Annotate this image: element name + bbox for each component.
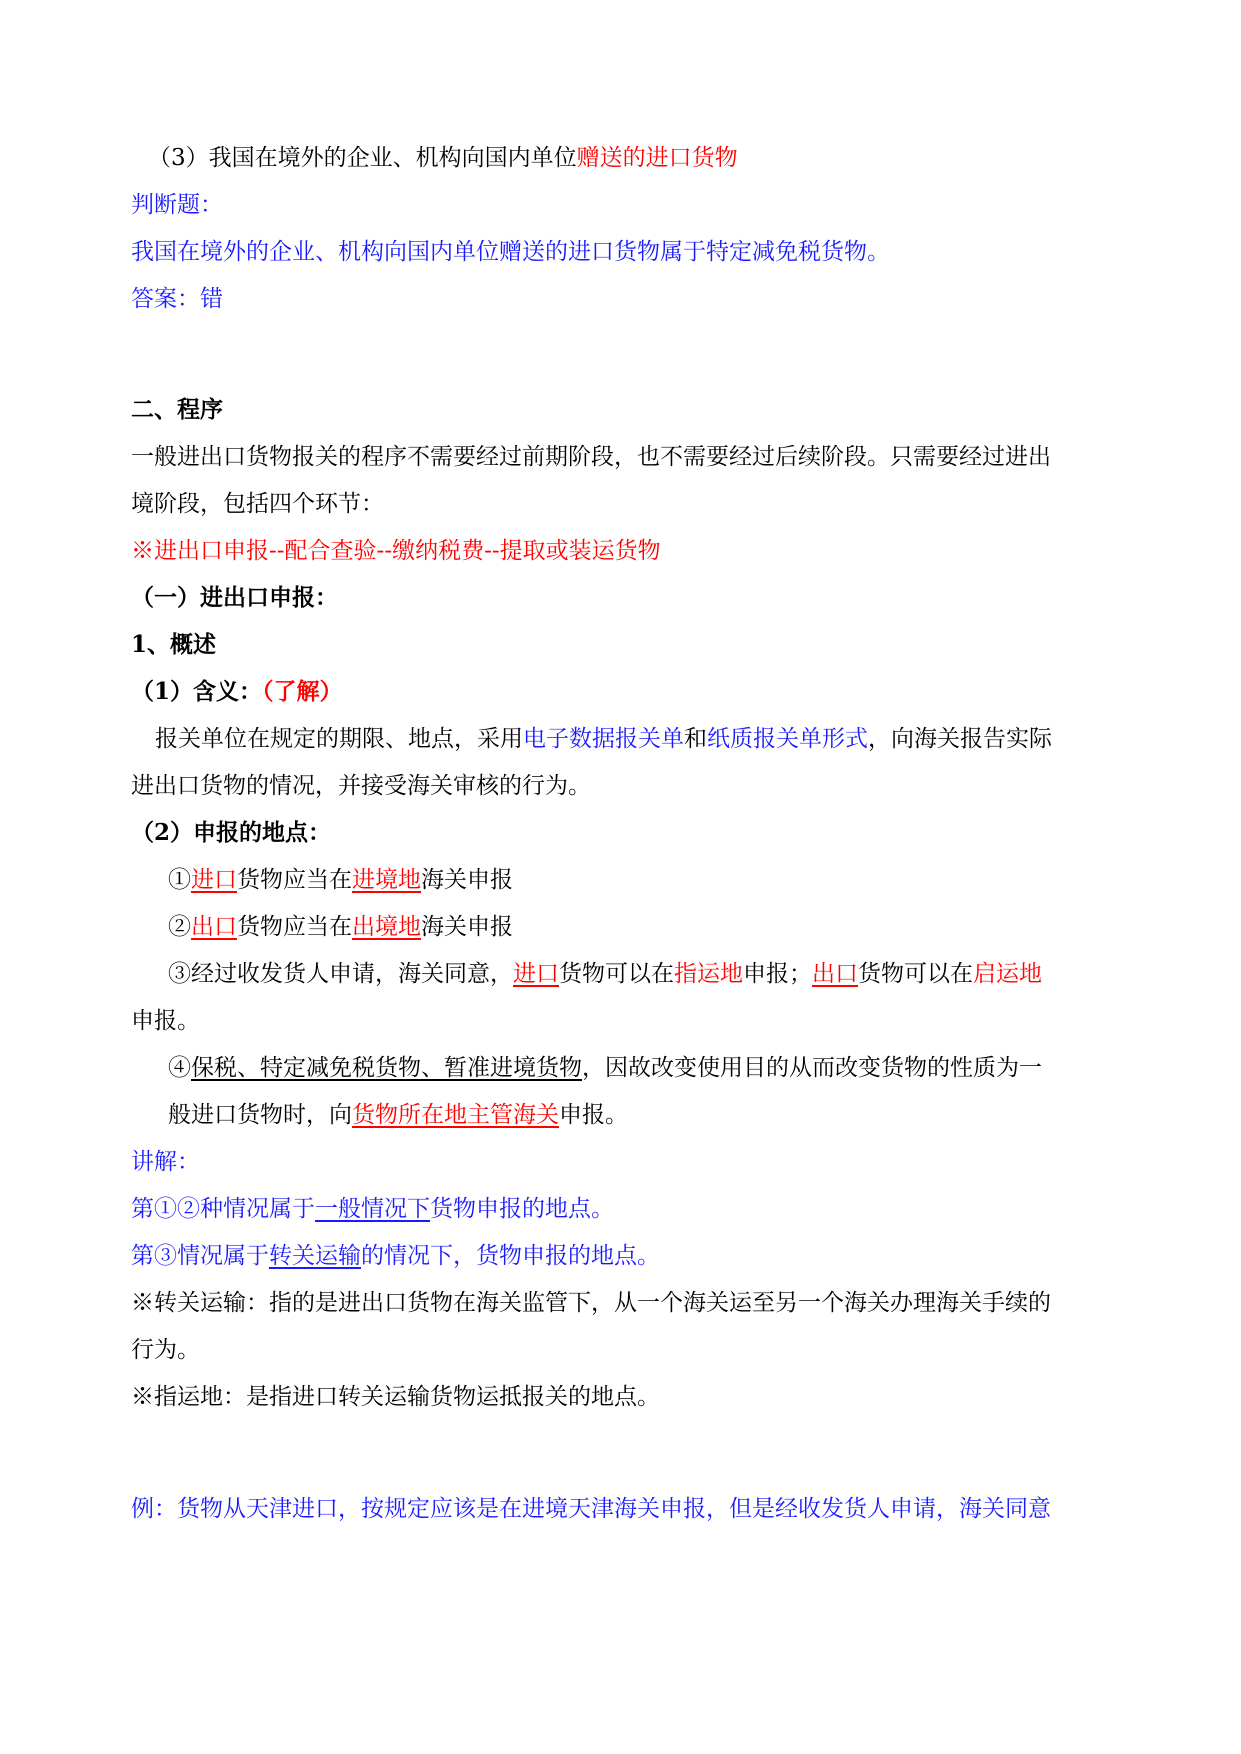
item3-origin: 启运地 bbox=[973, 961, 1042, 987]
quiz-question: 我国在境外的企业、机构向国内单位赠送的进口货物属于特定减免税货物。 bbox=[131, 239, 890, 265]
item2-text: 货物应当在 bbox=[237, 914, 352, 940]
location-item-3-line2: 申报。 bbox=[131, 1008, 200, 1034]
item-number: ② bbox=[168, 914, 191, 940]
explain2-transit: 转关运输 bbox=[269, 1243, 361, 1269]
section2-heading: 二、程序 bbox=[131, 396, 223, 423]
explain2-c: 的情况下，货物申报的地点。 bbox=[361, 1243, 660, 1269]
section2-intro-line2: 境阶段，包括四个环节： bbox=[131, 491, 384, 517]
location-item-1 bbox=[168, 863, 513, 897]
location-item-4-line2 bbox=[168, 1098, 628, 1132]
transit-note-line1: ※转关运输：指的是进出口货物在海关监管下，从一个海关运至另一个海关办理海关手续的 bbox=[131, 1290, 1051, 1316]
item-number: ① bbox=[168, 867, 191, 893]
item3-text-g: 货物可以在 bbox=[858, 961, 973, 987]
item3-destination: 指运地 bbox=[674, 961, 743, 987]
explain1-c: 货物申报的地点。 bbox=[430, 1196, 614, 1222]
item1-import: 进口 bbox=[191, 867, 237, 893]
item4-goods-types: 保税、特定减免税货物、暂准进境货物 bbox=[191, 1055, 582, 1081]
quiz-answer: 答案：错 bbox=[131, 286, 223, 312]
meaning-text-c: 和 bbox=[684, 726, 707, 752]
quiz-type-label: 判断题： bbox=[131, 192, 223, 218]
item-number: ③ bbox=[168, 961, 191, 987]
item2-exit-place: 出境地 bbox=[352, 914, 421, 940]
point1-heading: 1、概述 bbox=[131, 631, 217, 658]
meaning-heading: （1）含义： bbox=[131, 678, 263, 705]
meaning-tag: （了解） bbox=[262, 678, 343, 705]
location-item-2 bbox=[168, 910, 513, 944]
explain-label: 讲解： bbox=[131, 1149, 200, 1175]
item3-text-a: 经过收发货人申请，海关同意， bbox=[191, 961, 513, 987]
paper-declaration-term: 纸质报关单形式 bbox=[707, 726, 868, 752]
item3-import: 进口 bbox=[513, 961, 559, 987]
electronic-declaration-term: 电子数据报关单 bbox=[523, 726, 684, 752]
location-item-3 bbox=[168, 957, 1042, 991]
meaning-text-a: 报关单位在规定的期限、地点，采用 bbox=[155, 726, 523, 752]
meaning-line1 bbox=[155, 722, 1052, 756]
item1-text: 货物应当在 bbox=[237, 867, 352, 893]
destination-note: ※指运地：是指进口转关运输货物运抵报关的地点。 bbox=[131, 1384, 660, 1410]
explain-line2 bbox=[131, 1239, 660, 1273]
item3-text-c: 货物可以在 bbox=[559, 961, 674, 987]
transit-note-line2: 行为。 bbox=[131, 1337, 200, 1363]
item4-line2-a: 般进口货物时，向 bbox=[168, 1102, 352, 1128]
item-number: ④ bbox=[168, 1055, 191, 1081]
item4-line2-c: 申报。 bbox=[559, 1102, 628, 1128]
item1-entry-place: 进境地 bbox=[352, 867, 421, 893]
subsection1-heading: （一）进出口申报： bbox=[131, 584, 338, 611]
explain2-a: 第③情况属于 bbox=[131, 1243, 269, 1269]
item3-prefix: （3）我国在境外的企业、机构向国内单位 bbox=[148, 145, 577, 171]
example-line: 例：货物从天津进口，按规定应该是在进境天津海关申报，但是经收发货人申请，海关同意 bbox=[131, 1496, 1051, 1522]
item2-tail: 海关申报 bbox=[421, 914, 513, 940]
procedure-flow: ※进出口申报--配合查验--缴纳税费--提取或装运货物 bbox=[131, 538, 661, 564]
meaning-heading-line bbox=[131, 675, 343, 709]
location-heading: （2）申报的地点： bbox=[131, 819, 332, 846]
explain1-general-case: 一般情况下 bbox=[315, 1196, 430, 1222]
item1-tail: 海关申报 bbox=[421, 867, 513, 893]
explain-line1 bbox=[131, 1192, 614, 1226]
item3-line bbox=[148, 141, 738, 175]
meaning-text-e: ，向海关报告实际 bbox=[868, 726, 1052, 752]
explain1-a: 第①②种情况属于 bbox=[131, 1196, 315, 1222]
location-item-4 bbox=[168, 1051, 1042, 1085]
meaning-line2: 进出口货物的情况，并接受海关审核的行为。 bbox=[131, 773, 591, 799]
item3-text-e: 申报； bbox=[743, 961, 812, 987]
item3-highlight: 赠送的进口货物 bbox=[576, 145, 738, 171]
item2-export: 出口 bbox=[191, 914, 237, 940]
item4-text: ，因故改变使用目的从而改变货物的性质为一 bbox=[582, 1055, 1042, 1081]
section2-intro-line1: 一般进出口货物报关的程序不需要经过前期阶段，也不需要经过后续阶段。只需要经过进出 bbox=[131, 444, 1051, 470]
item4-competent-customs: 货物所在地主管海关 bbox=[352, 1102, 559, 1128]
item3-export: 出口 bbox=[812, 961, 858, 987]
